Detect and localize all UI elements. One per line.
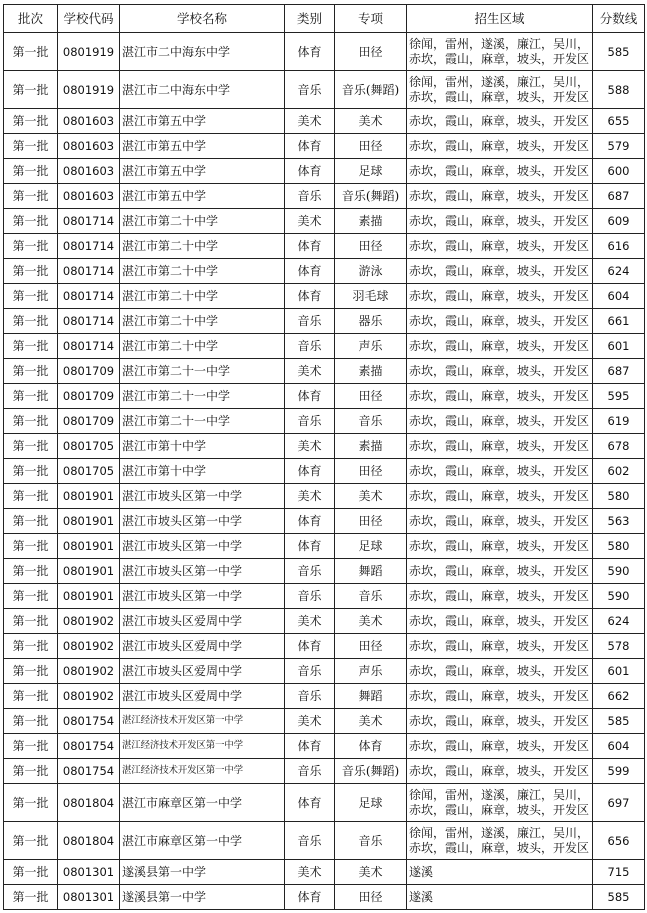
- cell-score: 585: [593, 885, 645, 910]
- cell-specialty: 田径: [335, 33, 407, 71]
- cell-score: 579: [593, 134, 645, 159]
- cell-score: 655: [593, 109, 645, 134]
- table-row: [4, 284, 645, 309]
- cell-specialty: 音乐(舞蹈): [335, 759, 407, 784]
- cell-school-code: 0801714: [58, 259, 120, 284]
- cell-school-code: 0801901: [58, 584, 120, 609]
- cell-specialty: 音乐: [335, 822, 407, 860]
- cell-category: 体育: [285, 459, 335, 484]
- cell-school-code: 0801714: [58, 284, 120, 309]
- cell-school-name: 湛江市坡头区爱周中学: [120, 684, 285, 709]
- cell-region: 赤坎，霞山，麻章，坡头，开发区: [407, 359, 593, 384]
- cell-school-code: 0801919: [58, 71, 120, 109]
- cell-school-name: 湛江市坡头区第一中学: [120, 484, 285, 509]
- cell-region: 赤坎，霞山，麻章，坡头，开发区: [407, 309, 593, 334]
- cell-specialty: 舞蹈: [335, 559, 407, 584]
- cell-batch: 第一批: [4, 709, 58, 734]
- cell-school-code: 0801705: [58, 434, 120, 459]
- cell-score: 656: [593, 822, 645, 860]
- table-row: [4, 359, 645, 384]
- table-row: [4, 784, 645, 822]
- cell-school-code: 0801603: [58, 134, 120, 159]
- cell-batch: 第一批: [4, 309, 58, 334]
- cell-school-code: 0801705: [58, 459, 120, 484]
- cell-school-code: 0801714: [58, 209, 120, 234]
- cell-school-name: 湛江市坡头区爱周中学: [120, 634, 285, 659]
- cell-region: 徐闻，雷州，遂溪，廉江，吴川，赤坎，霞山，麻章，坡头，开发区: [407, 784, 593, 822]
- cell-category: 音乐: [285, 309, 335, 334]
- cell-school-name: 湛江市第十中学: [120, 434, 285, 459]
- cell-specialty: 足球: [335, 784, 407, 822]
- cell-region: 赤坎，霞山，麻章，坡头，开发区: [407, 284, 593, 309]
- cell-school-name: 湛江市二中海东中学: [120, 71, 285, 109]
- cell-specialty: 田径: [335, 634, 407, 659]
- cell-batch: 第一批: [4, 234, 58, 259]
- cell-batch: 第一批: [4, 684, 58, 709]
- cell-specialty: 田径: [335, 384, 407, 409]
- cell-category: 体育: [285, 509, 335, 534]
- cell-score: 588: [593, 71, 645, 109]
- cell-school-code: 0801301: [58, 885, 120, 910]
- cell-score: 602: [593, 459, 645, 484]
- cell-category: 音乐: [285, 684, 335, 709]
- cell-school-code: 0801804: [58, 784, 120, 822]
- cell-school-code: 0801709: [58, 359, 120, 384]
- cell-school-code: 0801902: [58, 659, 120, 684]
- cell-score: 585: [593, 709, 645, 734]
- cell-category: 美术: [285, 484, 335, 509]
- cell-batch: 第一批: [4, 634, 58, 659]
- header-school-code: 学校代码: [58, 5, 120, 33]
- cell-category: 体育: [285, 234, 335, 259]
- cell-score: 662: [593, 684, 645, 709]
- cell-region: 赤坎，霞山，麻章，坡头，开发区: [407, 584, 593, 609]
- cell-score: 624: [593, 609, 645, 634]
- cell-school-name: 湛江市坡头区第一中学: [120, 509, 285, 534]
- cell-region: 赤坎，霞山，麻章，坡头，开发区: [407, 134, 593, 159]
- cell-category: 美术: [285, 609, 335, 634]
- cell-specialty: 声乐: [335, 334, 407, 359]
- table-row: [4, 234, 645, 259]
- cell-category: 音乐: [285, 584, 335, 609]
- cell-batch: 第一批: [4, 734, 58, 759]
- table-row: [4, 159, 645, 184]
- cell-school-code: 0801754: [58, 734, 120, 759]
- cell-region: 赤坎，霞山，麻章，坡头，开发区: [407, 484, 593, 509]
- cell-category: 体育: [285, 885, 335, 910]
- cell-batch: 第一批: [4, 109, 58, 134]
- cell-category: 体育: [285, 284, 335, 309]
- table-row: [4, 134, 645, 159]
- cell-school-code: 0801901: [58, 534, 120, 559]
- table-row: [4, 759, 645, 784]
- cell-category: 美术: [285, 709, 335, 734]
- cell-score: 580: [593, 484, 645, 509]
- table-row: [4, 684, 645, 709]
- cell-specialty: 器乐: [335, 309, 407, 334]
- cell-region: 徐闻，雷州，遂溪，廉江，吴川，赤坎，霞山，麻章，坡头，开发区: [407, 33, 593, 71]
- cell-region: 徐闻，雷州，遂溪，廉江，吴川，赤坎，霞山，麻章，坡头，开发区: [407, 71, 593, 109]
- cell-category: 体育: [285, 384, 335, 409]
- cell-school-code: 0801709: [58, 409, 120, 434]
- table-body: [4, 33, 645, 910]
- cell-school-code: 0801902: [58, 634, 120, 659]
- cell-region: 赤坎，霞山，麻章，坡头，开发区: [407, 184, 593, 209]
- table-row: [4, 384, 645, 409]
- table-row: [4, 259, 645, 284]
- cell-school-name: 湛江市第十中学: [120, 459, 285, 484]
- cell-score: 580: [593, 534, 645, 559]
- cell-specialty: 素描: [335, 209, 407, 234]
- cell-school-name: 湛江市第五中学: [120, 184, 285, 209]
- cell-specialty: 美术: [335, 860, 407, 885]
- cell-region: 赤坎，霞山，麻章，坡头，开发区: [407, 159, 593, 184]
- cell-category: 体育: [285, 534, 335, 559]
- cell-score: 600: [593, 159, 645, 184]
- cell-batch: 第一批: [4, 259, 58, 284]
- cell-school-name: 湛江市第二十中学: [120, 309, 285, 334]
- cell-region: 遂溪: [407, 885, 593, 910]
- cell-region: 赤坎，霞山，麻章，坡头，开发区: [407, 409, 593, 434]
- cell-school-name: 湛江市坡头区第一中学: [120, 534, 285, 559]
- cell-region: 赤坎，霞山，麻章，坡头，开发区: [407, 709, 593, 734]
- cell-specialty: 田径: [335, 234, 407, 259]
- header-score: 分数线: [593, 5, 645, 33]
- cell-batch: 第一批: [4, 784, 58, 822]
- cell-category: 音乐: [285, 822, 335, 860]
- cell-school-name: 湛江市第二十中学: [120, 334, 285, 359]
- admission-score-table: [3, 4, 645, 910]
- cell-batch: 第一批: [4, 184, 58, 209]
- cell-school-name: 湛江经济技术开发区第一中学: [120, 709, 285, 734]
- cell-score: 599: [593, 759, 645, 784]
- cell-region: 赤坎，霞山，麻章，坡头，开发区: [407, 384, 593, 409]
- table-row: [4, 534, 645, 559]
- cell-specialty: 羽毛球: [335, 284, 407, 309]
- cell-school-name: 湛江市第二十一中学: [120, 384, 285, 409]
- cell-school-name: 湛江经济技术开发区第一中学: [120, 759, 285, 784]
- table-row: [4, 334, 645, 359]
- cell-category: 音乐: [285, 334, 335, 359]
- table-row: [4, 184, 645, 209]
- cell-school-name: 湛江市第二十一中学: [120, 359, 285, 384]
- cell-category: 音乐: [285, 409, 335, 434]
- cell-school-name: 湛江市麻章区第一中学: [120, 784, 285, 822]
- cell-region: 赤坎，霞山，麻章，坡头，开发区: [407, 509, 593, 534]
- cell-region: 赤坎，霞山，麻章，坡头，开发区: [407, 109, 593, 134]
- cell-batch: 第一批: [4, 209, 58, 234]
- cell-school-code: 0801902: [58, 609, 120, 634]
- cell-school-name: 湛江市麻章区第一中学: [120, 822, 285, 860]
- cell-region: 赤坎，霞山，麻章，坡头，开发区: [407, 609, 593, 634]
- cell-batch: 第一批: [4, 584, 58, 609]
- cell-score: 595: [593, 384, 645, 409]
- table-row: [4, 584, 645, 609]
- table-row: [4, 509, 645, 534]
- cell-specialty: 游泳: [335, 259, 407, 284]
- cell-specialty: 素描: [335, 359, 407, 384]
- cell-school-code: 0801714: [58, 309, 120, 334]
- cell-region: 赤坎，霞山，麻章，坡头，开发区: [407, 259, 593, 284]
- cell-school-code: 0801714: [58, 234, 120, 259]
- cell-region: 赤坎，霞山，麻章，坡头，开发区: [407, 559, 593, 584]
- cell-school-name: 湛江市第二十一中学: [120, 409, 285, 434]
- cell-school-name: 遂溪县第一中学: [120, 885, 285, 910]
- cell-school-code: 0801919: [58, 33, 120, 71]
- cell-score: 624: [593, 259, 645, 284]
- table-row: [4, 109, 645, 134]
- cell-score: 687: [593, 184, 645, 209]
- cell-school-name: 湛江市第二十中学: [120, 209, 285, 234]
- cell-region: 赤坎，霞山，麻章，坡头，开发区: [407, 534, 593, 559]
- cell-school-code: 0801754: [58, 709, 120, 734]
- cell-specialty: 音乐(舞蹈): [335, 71, 407, 109]
- cell-score: 578: [593, 634, 645, 659]
- cell-score: 604: [593, 734, 645, 759]
- cell-school-code: 0801901: [58, 509, 120, 534]
- table-row: [4, 734, 645, 759]
- cell-category: 音乐: [285, 559, 335, 584]
- cell-batch: 第一批: [4, 33, 58, 71]
- cell-school-name: 湛江市第五中学: [120, 134, 285, 159]
- cell-category: 美术: [285, 359, 335, 384]
- table-row: [4, 885, 645, 910]
- header-school-name: 学校名称: [120, 5, 285, 33]
- cell-specialty: 足球: [335, 534, 407, 559]
- cell-school-name: 湛江市第二十中学: [120, 259, 285, 284]
- table-row: [4, 309, 645, 334]
- cell-school-name: 湛江市坡头区爱周中学: [120, 609, 285, 634]
- cell-score: 585: [593, 33, 645, 71]
- table-row: [4, 434, 645, 459]
- cell-batch: 第一批: [4, 384, 58, 409]
- table-header-row: [4, 5, 645, 33]
- cell-batch: 第一批: [4, 434, 58, 459]
- cell-category: 美术: [285, 209, 335, 234]
- cell-score: 601: [593, 659, 645, 684]
- cell-category: 音乐: [285, 71, 335, 109]
- cell-region: 徐闻，雷州，遂溪，廉江，吴川，赤坎，霞山，麻章，坡头，开发区: [407, 822, 593, 860]
- cell-region: 遂溪: [407, 860, 593, 885]
- cell-category: 美术: [285, 109, 335, 134]
- cell-specialty: 田径: [335, 509, 407, 534]
- table-row: [4, 209, 645, 234]
- cell-category: 体育: [285, 33, 335, 71]
- cell-region: 赤坎，霞山，麻章，坡头，开发区: [407, 334, 593, 359]
- cell-school-name: 湛江市第五中学: [120, 109, 285, 134]
- cell-batch: 第一批: [4, 759, 58, 784]
- cell-category: 体育: [285, 134, 335, 159]
- table-row: [4, 659, 645, 684]
- cell-score: 590: [593, 559, 645, 584]
- cell-school-code: 0801714: [58, 334, 120, 359]
- cell-batch: 第一批: [4, 284, 58, 309]
- table-row: [4, 609, 645, 634]
- cell-score: 601: [593, 334, 645, 359]
- cell-category: 美术: [285, 434, 335, 459]
- cell-batch: 第一批: [4, 334, 58, 359]
- cell-specialty: 足球: [335, 159, 407, 184]
- cell-batch: 第一批: [4, 359, 58, 384]
- cell-batch: 第一批: [4, 559, 58, 584]
- cell-score: 604: [593, 284, 645, 309]
- cell-school-code: 0801902: [58, 684, 120, 709]
- table-row: [4, 634, 645, 659]
- table-row: [4, 484, 645, 509]
- cell-score: 590: [593, 584, 645, 609]
- cell-specialty: 体育: [335, 734, 407, 759]
- cell-school-name: 湛江经济技术开发区第一中学: [120, 734, 285, 759]
- cell-batch: 第一批: [4, 609, 58, 634]
- cell-region: 赤坎，霞山，麻章，坡头，开发区: [407, 234, 593, 259]
- cell-batch: 第一批: [4, 860, 58, 885]
- cell-specialty: 音乐(舞蹈): [335, 184, 407, 209]
- table-row: [4, 822, 645, 860]
- cell-school-code: 0801709: [58, 384, 120, 409]
- cell-batch: 第一批: [4, 659, 58, 684]
- cell-category: 音乐: [285, 184, 335, 209]
- cell-school-name: 湛江市坡头区第一中学: [120, 584, 285, 609]
- cell-specialty: 声乐: [335, 659, 407, 684]
- cell-region: 赤坎，霞山，麻章，坡头，开发区: [407, 209, 593, 234]
- cell-region: 赤坎，霞山，麻章，坡头，开发区: [407, 434, 593, 459]
- cell-school-code: 0801901: [58, 484, 120, 509]
- cell-score: 609: [593, 209, 645, 234]
- table-row: [4, 71, 645, 109]
- header-category: 类别: [285, 5, 335, 33]
- cell-region: 赤坎，霞山，麻章，坡头，开发区: [407, 734, 593, 759]
- table-row: [4, 860, 645, 885]
- cell-specialty: 美术: [335, 609, 407, 634]
- table-row: [4, 559, 645, 584]
- cell-specialty: 美术: [335, 484, 407, 509]
- cell-specialty: 田径: [335, 459, 407, 484]
- cell-score: 678: [593, 434, 645, 459]
- cell-region: 赤坎，霞山，麻章，坡头，开发区: [407, 659, 593, 684]
- cell-category: 音乐: [285, 759, 335, 784]
- cell-category: 体育: [285, 734, 335, 759]
- cell-school-code: 0801603: [58, 159, 120, 184]
- cell-score: 616: [593, 234, 645, 259]
- header-region: 招生区域: [407, 5, 593, 33]
- cell-batch: 第一批: [4, 484, 58, 509]
- cell-school-code: 0801603: [58, 184, 120, 209]
- table-row: [4, 409, 645, 434]
- cell-score: 715: [593, 860, 645, 885]
- cell-region: 赤坎，霞山，麻章，坡头，开发区: [407, 759, 593, 784]
- cell-school-name: 湛江市第二十中学: [120, 234, 285, 259]
- cell-school-name: 湛江市二中海东中学: [120, 33, 285, 71]
- cell-school-code: 0801804: [58, 822, 120, 860]
- cell-batch: 第一批: [4, 159, 58, 184]
- cell-specialty: 田径: [335, 885, 407, 910]
- cell-region: 赤坎，霞山，麻章，坡头，开发区: [407, 684, 593, 709]
- cell-category: 美术: [285, 860, 335, 885]
- cell-specialty: 田径: [335, 134, 407, 159]
- cell-school-code: 0801901: [58, 559, 120, 584]
- cell-region: 赤坎，霞山，麻章，坡头，开发区: [407, 634, 593, 659]
- cell-specialty: 音乐: [335, 409, 407, 434]
- cell-specialty: 音乐: [335, 584, 407, 609]
- cell-score: 563: [593, 509, 645, 534]
- cell-region: 赤坎，霞山，麻章，坡头，开发区: [407, 459, 593, 484]
- cell-batch: 第一批: [4, 509, 58, 534]
- cell-batch: 第一批: [4, 885, 58, 910]
- cell-school-code: 0801754: [58, 759, 120, 784]
- cell-school-name: 遂溪县第一中学: [120, 860, 285, 885]
- cell-category: 音乐: [285, 659, 335, 684]
- cell-batch: 第一批: [4, 822, 58, 860]
- cell-batch: 第一批: [4, 134, 58, 159]
- cell-batch: 第一批: [4, 409, 58, 434]
- cell-batch: 第一批: [4, 71, 58, 109]
- cell-score: 661: [593, 309, 645, 334]
- table-row: [4, 709, 645, 734]
- cell-specialty: 舞蹈: [335, 684, 407, 709]
- cell-school-name: 湛江市第五中学: [120, 159, 285, 184]
- cell-category: 体育: [285, 159, 335, 184]
- cell-batch: 第一批: [4, 459, 58, 484]
- table-row: [4, 33, 645, 71]
- cell-category: 体育: [285, 784, 335, 822]
- cell-score: 697: [593, 784, 645, 822]
- cell-specialty: 美术: [335, 709, 407, 734]
- cell-school-code: 0801603: [58, 109, 120, 134]
- cell-category: 体育: [285, 259, 335, 284]
- cell-score: 619: [593, 409, 645, 434]
- header-specialty: 专项: [335, 5, 407, 33]
- cell-school-code: 0801301: [58, 860, 120, 885]
- cell-specialty: 美术: [335, 109, 407, 134]
- cell-school-name: 湛江市坡头区第一中学: [120, 559, 285, 584]
- cell-school-name: 湛江市第二十中学: [120, 284, 285, 309]
- table-row: [4, 459, 645, 484]
- header-batch: 批次: [4, 5, 58, 33]
- cell-category: 体育: [285, 634, 335, 659]
- cell-specialty: 素描: [335, 434, 407, 459]
- cell-school-name: 湛江市坡头区爱周中学: [120, 659, 285, 684]
- cell-score: 687: [593, 359, 645, 384]
- cell-batch: 第一批: [4, 534, 58, 559]
